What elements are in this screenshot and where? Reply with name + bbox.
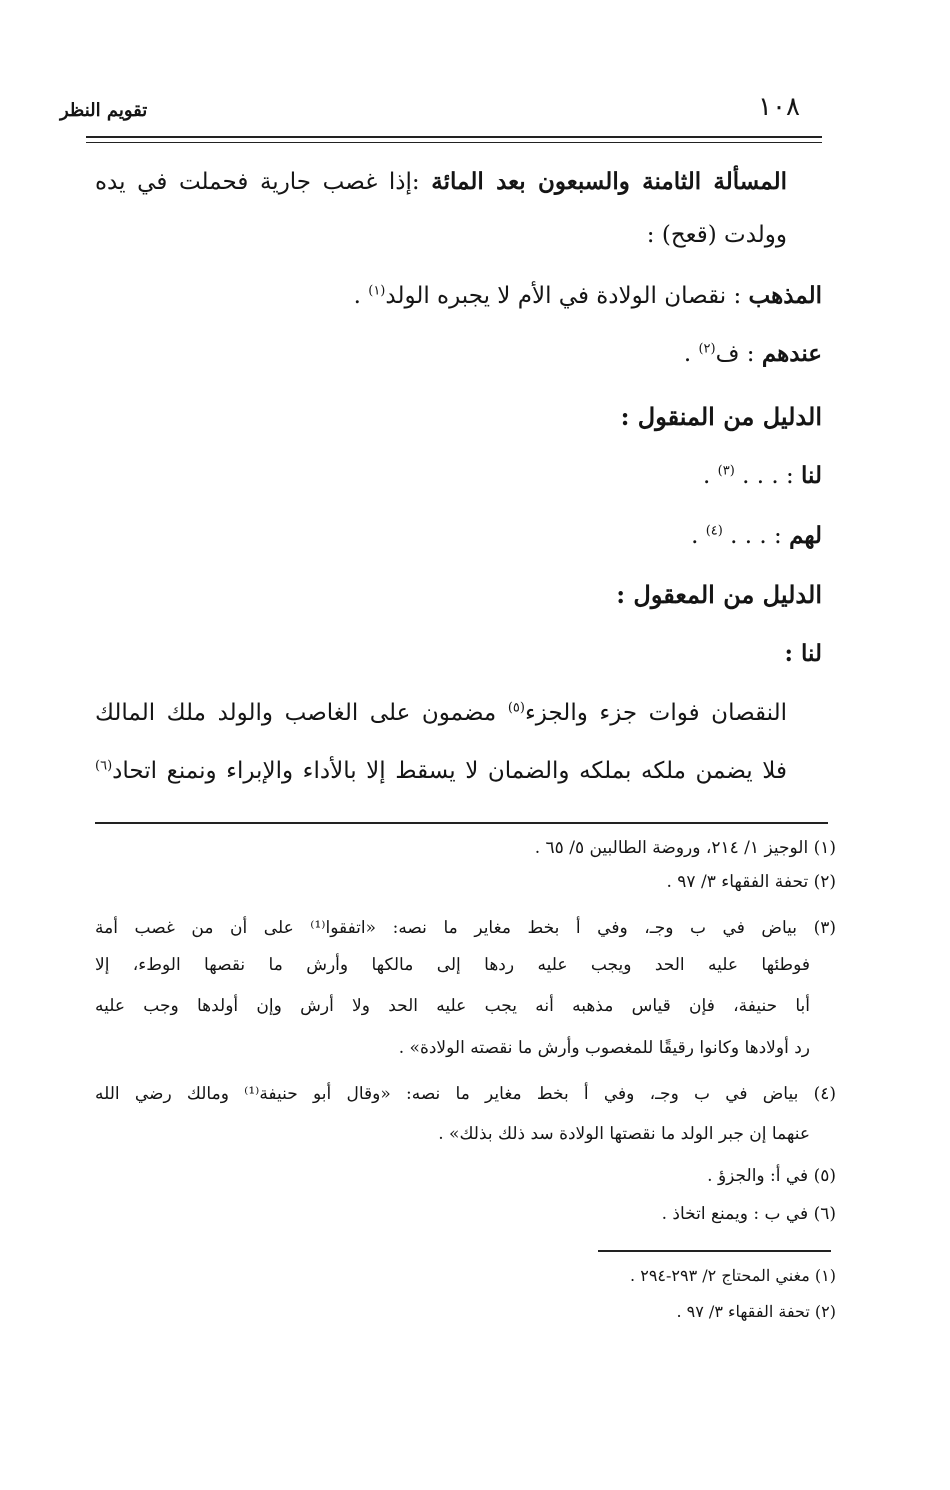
footnote-1: (١) الوجيز ١/ ٢١٤، وروضة الطالبين ٥/ ٦٥ . [534,838,836,858]
indahum-line [684,340,822,367]
madhhab-line [354,282,822,309]
header-rule-thin [86,142,822,143]
paragraph-line-1 [95,700,787,726]
manqul-heading: الدليل من المنقول : [620,402,822,431]
footnote-3-line-4: رد أولادها وكانوا رقيقًا للمغصوب وأرش ما نقصته الولادة» . [398,1038,810,1058]
lahum-end: . [691,523,706,549]
footnote-6: (٦) في ب : ويمنع اتخاذ . [661,1204,836,1224]
lana-1-text: : . . . [734,463,802,489]
issue-line-1 [95,168,787,195]
footnote-ref-1: (١) [368,283,386,299]
lahum-label: لهم [789,522,822,549]
header-rule-thick [86,136,822,138]
issue-title: المسألة الثامنة والسبعون بعد المائة [431,168,787,195]
issue-line-2: وولدت (قعح) : [646,222,787,248]
footnote-ref-4: (٤) [705,523,723,539]
lana-1-label: لنا [801,462,822,489]
subfootnote-separator [598,1250,831,1252]
subfootnote-1: (١) مغني المحتاج ٢/ ٢٩٣-٢٩٤ . [630,1266,836,1285]
maqul-heading: الدليل من المعقول : [616,580,822,609]
footnote-3-line-2: فوطئها عليه الحد ويجب عليه ردها إلى مالكها وأرش ما نقصها الوطء، إلا [95,955,810,975]
footnote-separator [95,822,828,824]
issue-text-1: :إذا غصب جارية فحملت في يده [95,169,432,195]
footnote-ref-5: (٥) [507,700,525,716]
lana-2-label: لنا : [784,640,822,667]
lana-1-end: . [703,463,718,489]
indahum-text: : ف [715,341,762,367]
indahum-label: عندهم [761,340,822,367]
madhhab-text: : نقصان الولادة في الأم لا يجبره الولد [385,283,749,309]
footnote-2: (٢) تحفة الفقهاء ٣/ ٩٧ . [666,872,836,892]
footnote-4-line-2: عنهما إن جبر الولد ما نقصتها الولادة سد ذلك بذلك» . [438,1124,810,1144]
subfootnote-2: (٢) تحفة الفقهاء ٣/ ٩٧ . [676,1302,836,1321]
footnote-ref-6: (٦) [95,758,113,774]
lana-1-line [703,462,822,489]
paragraph-line-2 [95,758,787,784]
footnote-ref-2: (٢) [698,341,716,357]
madhhab-end: . [353,283,369,309]
footnote-3-line-1: (٣) بياض في ب وجـ، وفي أ بخط مغاير ما نصه: «اتفقوا⁽¹⁾ على أن من غصب أمة [95,918,836,938]
indahum-end: . [683,341,699,367]
lahum-line [691,522,822,549]
footnote-3-line-3: أبا حنيفة، فإن قياس مذهبه أنه يجب عليه الحد ولا أرش وإن أولدها وجب عليه [95,996,810,1016]
footnote-ref-3: (٣) [717,463,735,479]
madhhab-label: المذهب [748,282,822,309]
footnote-5: (٥) في أ: والجزؤ . [707,1166,836,1186]
footnote-4-line-1: (٤) بياض في ب وجـ، وفي أ بخط مغاير ما نصه: «وقال أبو حنيفة⁽¹⁾ ومالك رضي الله [95,1084,836,1104]
lahum-text: : . . . [722,523,790,549]
paragraph-1a: النقصان فوات جزء والجزء [524,700,787,726]
page-number: ١٠٨ [758,92,800,122]
paragraph-2: فلا يضمن ملكه بملكه والضمان لا يسقط إلا بالأداء والإبراء ونمنع اتحاد [112,758,787,784]
paragraph-1b: مضمون على الغاصب والولد ملك المالك [95,700,508,726]
running-title: تقويم النظر [60,100,148,121]
